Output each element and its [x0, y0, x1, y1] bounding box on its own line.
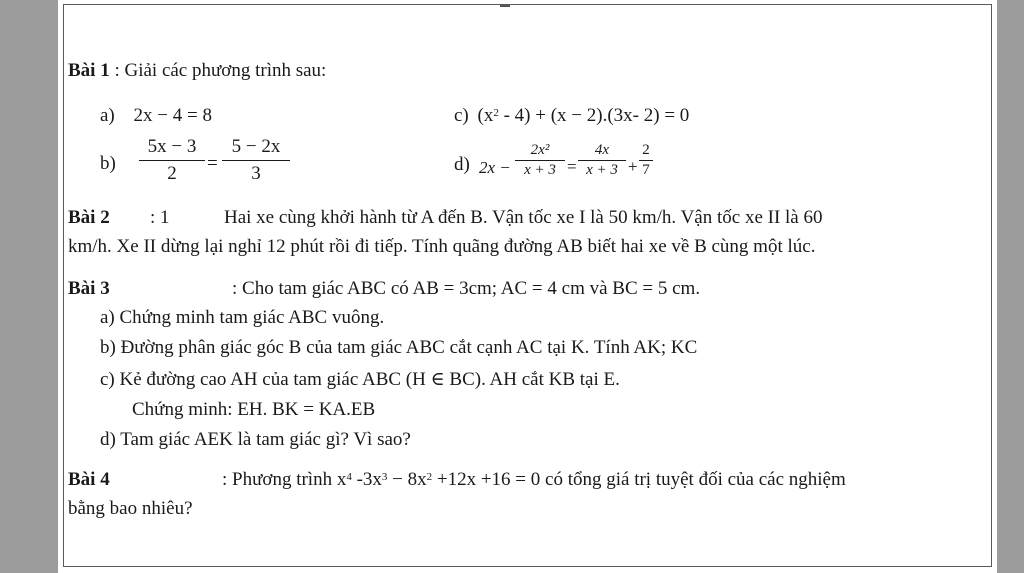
fraction-bar: [515, 160, 565, 161]
fraction-bar: [639, 160, 653, 161]
bai1-b-fraction-2: [222, 136, 290, 185]
bai1-c-label: c): [454, 105, 469, 126]
fraction-bar: [222, 160, 290, 161]
bai1-d-lead: 2x −: [479, 158, 511, 177]
bai3-c-proof: Chứng minh: EH. BK = KA.EB: [132, 399, 376, 420]
bai1-d-label: d): [454, 154, 470, 175]
bai3-title: Bài 3: [68, 278, 110, 299]
left-margin: [0, 0, 58, 573]
bai4-s2: 3: [381, 471, 388, 483]
right-margin: [997, 0, 1024, 573]
bai1-b-frac2-den: 3: [251, 163, 261, 184]
page-top-mark: [500, 5, 510, 7]
bai2-marker: : 1: [150, 207, 170, 228]
bai1-b-label: b): [100, 153, 116, 174]
bai1-c-eq-sup: 2: [493, 107, 499, 119]
bai3-c: c) Kẻ đường cao AH của tam giác ABC (H ∈ BC). AH cắt KB tại E.: [100, 369, 620, 390]
bai4-p3: − 8x: [387, 469, 427, 490]
bai4-line-2: bằng bao nhiêu?: [68, 498, 193, 519]
bai4-p4: +12x +16 = 0 có tổng giá trị tuyệt đối của các nghiệm: [432, 469, 846, 490]
bai1-a-equation: 2x − 4 = 8: [133, 105, 212, 126]
bai1-a: [100, 104, 212, 128]
fraction-bar: [578, 160, 626, 161]
bai4-title: Bài 4: [68, 469, 110, 490]
bai1-c-eq-pre: (x: [477, 105, 494, 126]
bai3-d: d) Tam giác AEK là tam giác gì? Vì sao?: [100, 429, 411, 450]
bai1-d-fraction-1: [515, 142, 565, 179]
bai1-d-frac1-den: x + 3: [524, 162, 556, 178]
document-frame: [63, 4, 992, 567]
bai1-b-fraction-1: [139, 136, 205, 185]
bai1-d-fraction-2: [578, 142, 626, 179]
bai1-d-equals: =: [567, 157, 577, 176]
bai1-text: : Giải các phương trình sau:: [114, 60, 327, 81]
bai3-b: b) Đường phân giác góc B của tam giác ABC cắt cạnh AC tại K. Tính AK; KC: [100, 337, 698, 358]
bai1-c: [454, 104, 689, 128]
bai1-d-frac1-num: 2x²: [530, 142, 550, 158]
bai1-b-frac1-num: 5x − 3: [147, 136, 197, 157]
bai1-d-fraction-3: [639, 142, 653, 179]
bai4-s1: 4: [346, 471, 352, 483]
fraction-bar: [139, 160, 205, 161]
bai4-p1: : Phương trình x: [222, 469, 347, 490]
bai1-b-frac1-den: 2: [167, 163, 177, 184]
bai3-a: a) Chứng minh tam giác ABC vuông.: [100, 307, 385, 328]
document-page: [58, 0, 997, 573]
bai2-line-2: km/h. Xe II dừng lại nghỉ 12 phút rồi đi tiếp. Tính quãng đường AB biết hai xe về B cùng một lúc.: [68, 236, 816, 257]
bai2-line-1: Hai xe cùng khởi hành từ A đến B. Vận tốc xe I là 50 km/h. Vận tốc xe II là 60: [224, 207, 823, 228]
bai1-b-frac2-num: 5 − 2x: [231, 136, 281, 157]
bai4-p2: -3x: [351, 469, 382, 490]
bai1-c-eq-post: - 4) + (x − 2).(3x- 2) = 0: [498, 105, 690, 126]
bai1-d-frac3-num: 2: [642, 142, 650, 158]
bai4-s3: 2: [426, 471, 433, 483]
bai1-title: Bài 1: [68, 60, 110, 81]
bai1-d-plus: +: [628, 157, 638, 176]
bai1-a-label: a): [100, 105, 115, 126]
bai3-text: : Cho tam giác ABC có AB = 3cm; AC = 4 cm và BC = 5 cm.: [232, 278, 701, 299]
bai4-text: [222, 468, 846, 492]
bai1-heading: [68, 59, 326, 83]
bai1-d-frac2-num: 4x: [594, 142, 610, 158]
bai1-b-equals: =: [207, 153, 218, 174]
bai1-d-frac2-den: x + 3: [586, 162, 618, 178]
bai1-d-frac3-den: 7: [642, 162, 650, 178]
bai2-title: Bài 2: [68, 207, 110, 228]
